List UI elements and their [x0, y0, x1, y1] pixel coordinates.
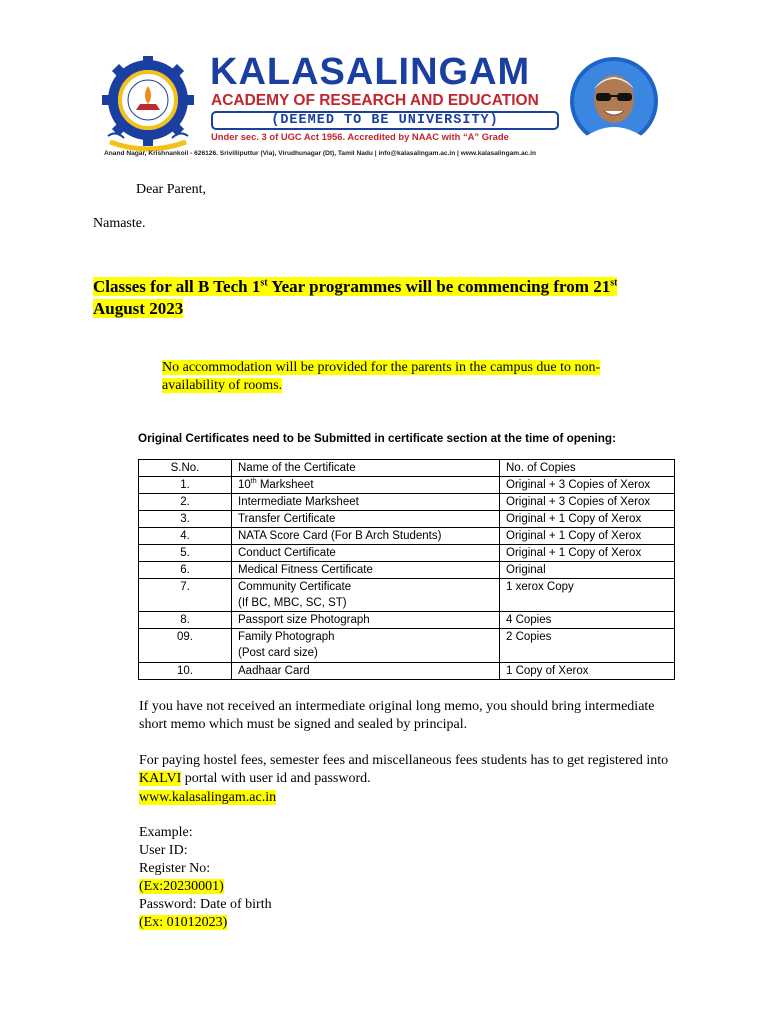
- table-row: [139, 612, 675, 629]
- sno-cell: 4.: [139, 528, 232, 545]
- salutation: Namaste.: [93, 216, 146, 231]
- password-example: (Ex: 01012023): [139, 915, 228, 930]
- copies-cell: Original + 1 Copy of Xerox: [500, 511, 675, 528]
- table-row: [139, 545, 675, 562]
- sno-cell: 5.: [139, 545, 232, 562]
- certificate-name-cell: Conduct Certificate: [232, 545, 500, 562]
- certificate-name-cell: Transfer Certificate: [232, 511, 500, 528]
- fees-instruction: For paying hostel fees, semester fees and miscellaneous fees students has to get registered into KALVI portal with user id and password.: [139, 753, 669, 786]
- kalvi-portal-name: KALVI: [139, 771, 182, 786]
- university-logo: [96, 56, 204, 156]
- table-row: [139, 477, 675, 494]
- classes-announcement: Classes for all B Tech 1st Year programmes will be commencing from 21st August 2023: [93, 277, 618, 318]
- copies-cell: Original + 1 Copy of Xerox: [500, 545, 675, 562]
- certificate-name-cell: Aadhaar Card: [232, 662, 500, 679]
- certificate-name-cell: NATA Score Card (For B Arch Students): [232, 528, 500, 545]
- org-deemed-badge: (DEEMED TO BE UNIVERSITY): [211, 111, 559, 130]
- sno-cell: 3.: [139, 511, 232, 528]
- certificate-name-cell: Family Photograph (Post card size): [232, 629, 500, 662]
- gear-emblem-icon: [96, 56, 204, 156]
- copies-cell: Original + 1 Copy of Xerox: [500, 528, 675, 545]
- portrait-icon: [568, 55, 660, 147]
- login-example: [139, 824, 679, 932]
- table-header-cell: No. of Copies: [500, 460, 675, 477]
- greeting: Dear Parent,: [136, 182, 206, 197]
- copies-cell: Original + 3 Copies of Xerox: [500, 477, 675, 494]
- copies-cell: Original + 3 Copies of Xerox: [500, 494, 675, 511]
- sno-cell: 8.: [139, 612, 232, 629]
- copies-cell: Original: [500, 562, 675, 579]
- copies-cell: 1 xerox Copy: [500, 579, 675, 612]
- table-row: [139, 662, 675, 679]
- org-name: KALASALINGAM: [210, 51, 531, 93]
- register-no-label: Register No:: [139, 861, 211, 876]
- accommodation-notice: No accommodation will be provided for the parents in the campus due to non-availability of rooms.: [162, 360, 601, 393]
- copies-cell: 2 Copies: [500, 629, 675, 662]
- example-label: Example:: [139, 825, 193, 840]
- org-accreditation: Under sec. 3 of UGC Act 1956. Accredited by NAAC with “A” Grade: [211, 131, 509, 142]
- table-row: [139, 562, 675, 579]
- user-id-label: User ID:: [139, 843, 188, 858]
- founder-photo: [568, 55, 660, 147]
- sno-cell: 2.: [139, 494, 232, 511]
- certificates-heading: Original Certificates need to be Submitted in certificate section at the time of opening:: [138, 432, 616, 445]
- table-row: [139, 511, 675, 528]
- table-header-row: [139, 460, 675, 477]
- certificate-name-cell: Medical Fitness Certificate: [232, 562, 500, 579]
- certificates-table: [138, 459, 675, 680]
- memo-instruction: If you have not received an intermediate original long memo, you should bring intermediate short memo which must be signed and sealed by principal.: [139, 699, 655, 732]
- table-row: [139, 629, 675, 662]
- copies-cell: 1 Copy of Xerox: [500, 662, 675, 679]
- sno-cell: 09.: [139, 629, 232, 662]
- sno-cell: 6.: [139, 562, 232, 579]
- table-row: [139, 528, 675, 545]
- table-row: [139, 494, 675, 511]
- copies-cell: 4 Copies: [500, 612, 675, 629]
- org-address: Anand Nagar, Krishnankoil - 626126. Srivilliputtur (Via), Virudhunagar (Dt), Tamil Nadu | info@kalasalingam.ac.in | www.kalasalingam.ac.in: [104, 150, 536, 157]
- table-row: [139, 579, 675, 612]
- sno-cell: 10.: [139, 662, 232, 679]
- table-header-cell: S.No.: [139, 460, 232, 477]
- certificate-name-cell: Intermediate Marksheet: [232, 494, 500, 511]
- certificate-name-cell: Passport size Photograph: [232, 612, 500, 629]
- register-no-example: (Ex:20230001): [139, 879, 224, 894]
- sno-cell: 1.: [139, 477, 232, 494]
- certificate-name-cell: Community Certificate (If BC, MBC, SC, ST): [232, 579, 500, 612]
- password-label: Password: Date of birth: [139, 897, 272, 912]
- certificate-name-cell: 10th Marksheet: [232, 477, 500, 494]
- website-link[interactable]: www.kalasalingam.ac.in: [139, 790, 277, 805]
- org-subtitle: ACADEMY OF RESEARCH AND EDUCATION: [211, 92, 539, 109]
- sno-cell: 7.: [139, 579, 232, 612]
- table-header-cell: Name of the Certificate: [232, 460, 500, 477]
